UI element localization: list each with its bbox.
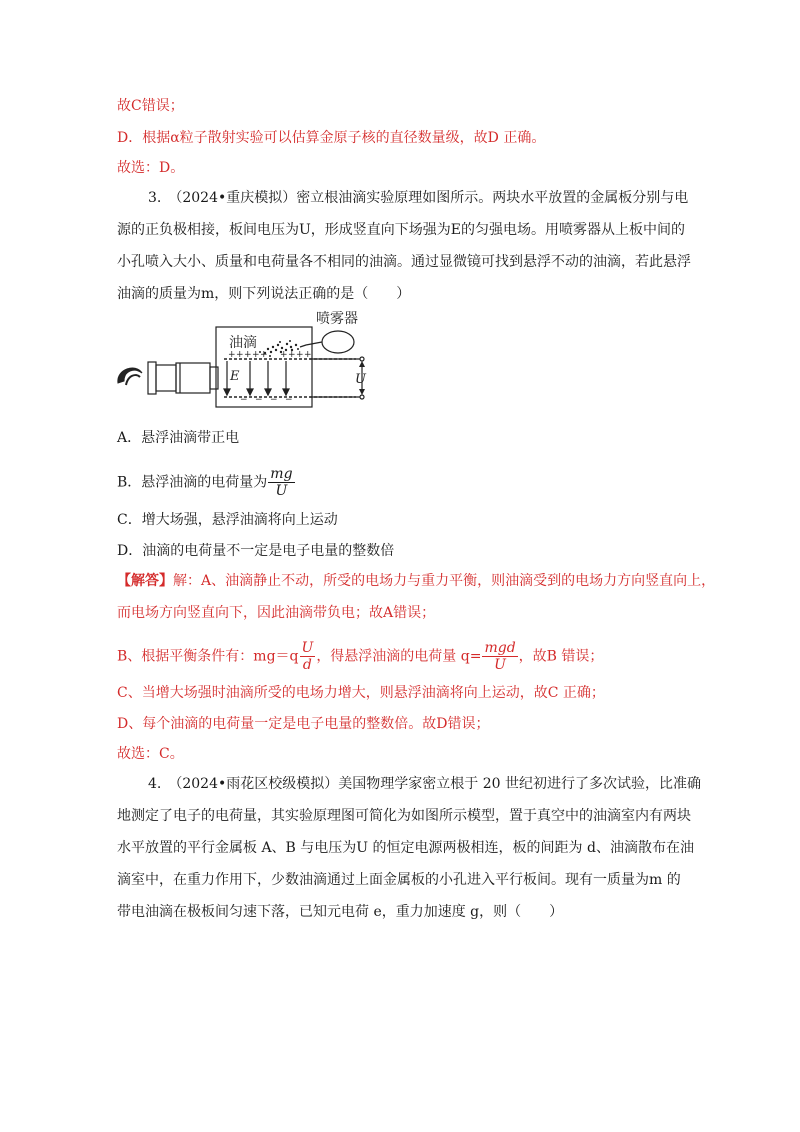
svg-text:−: − [270,395,278,405]
millikan-apparatus-figure [110,305,380,410]
svg-text:+: + [244,350,252,360]
svg-text:+: + [260,350,268,360]
q3-option-b: B．悬浮油滴的电荷量为 $\frac{mg}{U}$ [117,466,293,499]
q4-stem-line2: 地测定了电子的电荷量，其实验原理图可简化为如图所示模型，置于真空中的油滴室内有两块 [117,808,691,824]
label-oil-drop: 油滴 [229,335,257,351]
svg-text:−: − [240,395,248,405]
q3-answer-c: C、当增大场强时油滴所受的电场力增大，则悬浮油滴将向上运动，故C 正确； [117,685,605,701]
svg-text:+: + [280,350,288,360]
q3-option-c: C．增大场强，悬浮油滴将向上运动 [117,512,338,528]
q3-answer-b: B、根据平衡条件有：mg＝q $\frac{U}{d}$ ，得悬浮油滴的电荷量 q= $\frac{\text{mgd}}{U}$ ，故B 错误； [117,640,604,673]
q3-option-a: A．悬浮油滴带正电 [117,430,240,446]
label-U: U [355,372,366,387]
prev-answer-choice: 故选：D。 [117,160,185,176]
svg-text:−: − [255,395,263,405]
svg-text:+: + [236,350,244,360]
q3-answer-line1: 【解答】解：A、油滴静止不动，所受的电场力与重力平衡，则油滴受到的电场力方向竖直向上， [117,573,716,589]
q3-option-b-fraction: $\frac{mg}{U}$ [270,466,293,499]
prev-answer-d-line: D．根据α粒子散射实验可以估算金原子核的直径数量级，故D 正确。 [117,130,546,146]
svg-text:+: + [252,350,260,360]
q4-stem-line4: 滴室中，在重力作用下，少数油滴通过上面金属板的小孔进入平行板间。现有一质量为m 的 [117,872,681,888]
svg-text:−: − [285,395,293,405]
sprayer-bulb-icon [322,331,354,353]
q3-stem-line4: 油滴的质量为m，则下列说法正确的是（ ） [117,286,411,302]
q3-stem-line3: 小孔喷入大小、质量和电荷量各不相同的油滴。通过显微镜可找到悬浮不动的油滴，若此悬浮 [117,254,691,270]
label-E: E [230,369,240,384]
answer-tag: 【解答】 [117,573,173,589]
q3-answer-d: D、每个油滴的电荷量一定是电子电量的整数倍。故D错误； [117,716,490,732]
svg-text:+: + [288,350,296,360]
q3-answer-line2: 而电场方向竖直向下，因此油滴带负电；故A错误； [117,605,436,621]
q3-answer-choice: 故选：C。 [117,746,184,762]
q3-stem-line1: 3. （2024•重庆模拟）密立根油滴实验原理如图所示。两块水平放置的金属板分别与电 [148,190,689,206]
answer-b-fraction-1: $\frac{U}{d}$ [301,640,314,673]
svg-text:+: + [304,350,312,360]
q3-stem-line2: 源的正负极相接，板间电压为U，形成竖直向下场强为E的匀强电场。用喷雾器从上板中间的 [117,222,686,238]
label-sprayer: 喷雾器 [316,311,358,327]
svg-text:+: + [296,350,304,360]
q4-stem-line3: 水平放置的平行金属板 A、B 与电压为U 的恒定电源两极相连，板的间距为 d、油滴散布在油 [117,840,694,856]
q4-stem-line5: 带电油滴在极板间匀速下落，已知元电荷 e，重力加速度 g，则（ ） [117,904,564,920]
q4-stem-line1: 4. （2024•雨花区校级模拟）美国物理学家密立根于 20 世纪初进行了多次试验，比准确 [148,776,701,792]
answer-b-fraction-2: $\frac{\text{mgd}}{U}$ [484,640,516,673]
prev-answer-c-line: 故C错误； [117,98,184,114]
svg-text:+: + [228,350,236,360]
microscope [148,362,218,394]
q3-option-d: D．油滴的电荷量不一定是电子电量的整数倍 [117,543,395,559]
